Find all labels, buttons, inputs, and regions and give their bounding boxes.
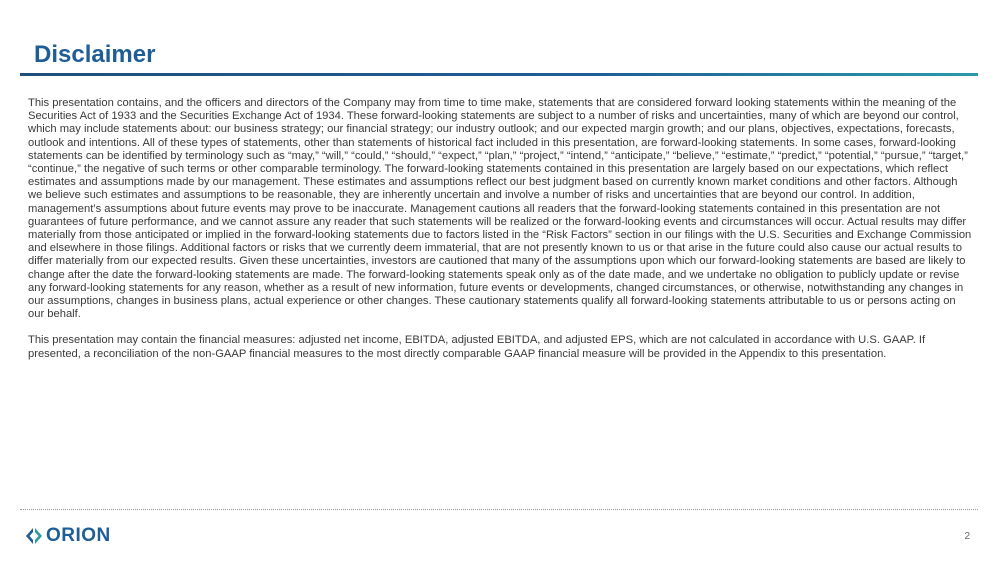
page-number: 2: [964, 531, 970, 542]
company-logo: [24, 525, 111, 547]
disclaimer-paragraph-forward-looking: This presentation contains, and the officers and directors of the Company may from time to time make, statements that are considered forward looking statements within the meaning of the Securities Act of 1933 and the Securities Exchange Act of 1934. These forward-looking statements are subject to a number of risks and uncertainties, many of which are beyond our control, which may include statements about: our business strategy; our financial strategy; our industry outlook; and our expected margin growth; and our plans, objectives, expectations, forecasts, outlook and intentions. All of these types of statements, other than statements of historical fact included in this presentation, are forward-looking statements. In some cases, forward-looking statements can be identified by terminology such as “may,” “will,” “could,” “should,” “expect,” “plan,” “project,” “intend,” “anticipate,” “believe,” “estimate,” “predict,” “potential,” “pursue,” “target,” “continue,” the negative of such terms or other comparable terminology. The forward-looking statements contained in this presentation are largely based on our expectations, which reflect estimates and assumptions made by our management. These estimates and assumptions reflect our best judgment based on currently known market conditions and other factors. Although we believe such estimates and assumptions to be reasonable, they are inherently uncertain and involve a number of risks and uncertainties that are beyond our control. In addition, management’s assumptions about future events may prove to be inaccurate. Management cautions all readers that the forward-looking statements contained in this presentation are not guarantees of future performance, and we cannot assure any reader that such statements will be realized or the forward-looking events and circumstances will occur. Actual results may differ materially from those anticipated or implied in the forward-looking statements due to factors listed in the “Risk Factors” section in our filings with the U.S. Securities and Exchange Commission and elsewhere in those filings. Additional factors or risks that we currently deem immaterial, that are not presently known to us or that arise in the future could also cause our actual results to differ materially from our expected results. Given these uncertainties, investors are cautioned that many of the assumptions upon which our forward-looking statements are based are likely to change after the date the forward-looking statements are made. The forward-looking statements speak only as of the date made, and we undertake no obligation to publicly update or revise any forward-looking statements for any reason, whether as a result of new information, future events or developments, changed circumstances, or otherwise, notwithstanding any changes in our assumptions, changes in business plans, actual experience or other changes. These cautionary statements qualify all forward-looking statements attributable to us or persons acting on our behalf.: [28, 97, 972, 321]
disclaimer-body: [28, 97, 972, 374]
disclaimer-paragraph-non-gaap: This presentation may contain the financial measures: adjusted net income, EBITDA, adjusted EBITDA, and adjusted EPS, which are not calculated in accordance with U.S. GAAP. If presented, a reconciliation of the non-GAAP financial measures to the most directly comparable GAAP financial measure will be provided in the Appendix to this presentation.: [28, 334, 926, 360]
page-title: Disclaimer: [34, 41, 156, 68]
orion-diamond-icon: [24, 526, 44, 546]
logo-wordmark: ORION: [46, 525, 111, 546]
title-divider: [20, 73, 978, 76]
footer-divider: [20, 509, 978, 510]
